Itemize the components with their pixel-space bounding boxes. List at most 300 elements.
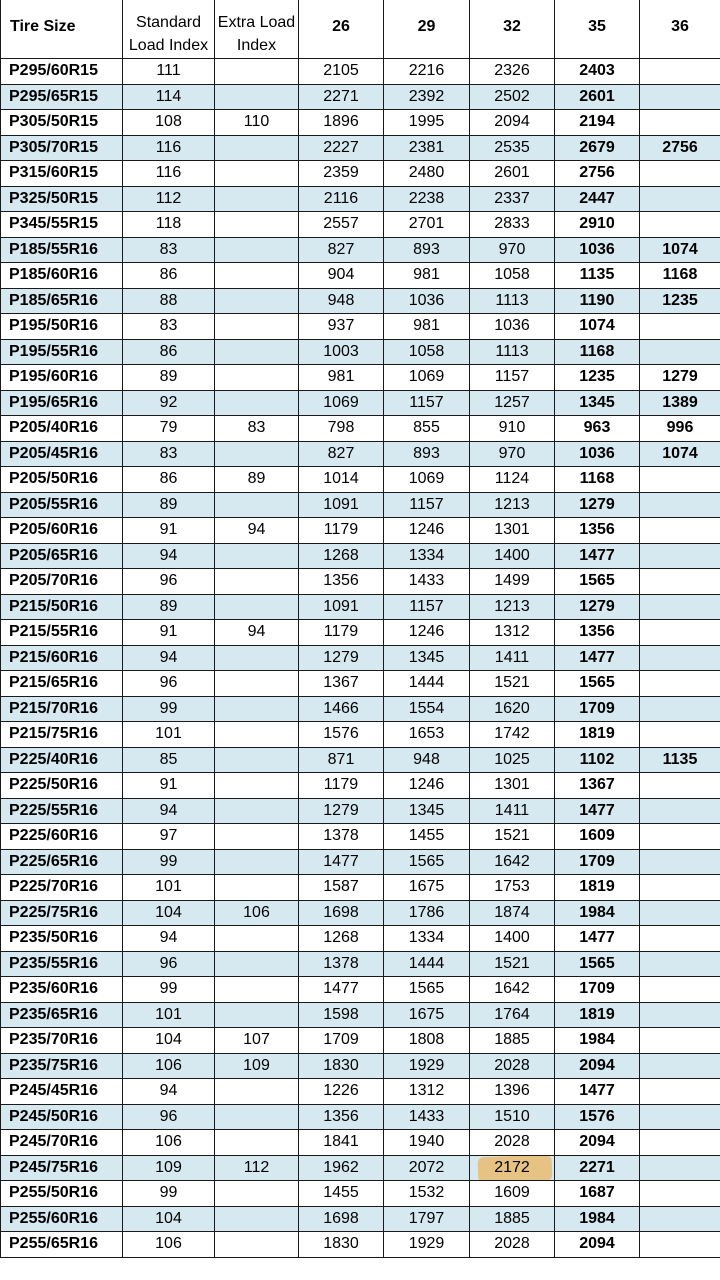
cell-psi-29: 1334 <box>384 926 470 952</box>
cell-extra-load-index: 89 <box>215 467 299 493</box>
header-row <box>1 0 720 59</box>
cell-psi-35: 1345 <box>555 390 640 416</box>
cell-psi-26: 2105 <box>299 59 384 85</box>
cell-standard-load-index: 114 <box>123 84 215 110</box>
cell-psi-35: 1235 <box>555 365 640 391</box>
cell-psi-36 <box>640 1053 720 1079</box>
cell-extra-load-index <box>215 1206 299 1232</box>
cell-extra-load-index <box>215 926 299 952</box>
header-extra-load-index: Extra Load Index <box>215 0 299 59</box>
cell-psi-36 <box>640 314 720 340</box>
cell-psi-35: 1135 <box>555 263 640 289</box>
cell-standard-load-index: 96 <box>123 951 215 977</box>
table-row <box>1 569 720 595</box>
cell-standard-load-index: 83 <box>123 237 215 263</box>
cell-psi-26: 1279 <box>299 645 384 671</box>
cell-psi-35: 1477 <box>555 798 640 824</box>
cell-psi-36 <box>640 671 720 697</box>
cell-extra-load-index: 83 <box>215 416 299 442</box>
cell-extra-load-index <box>215 237 299 263</box>
cell-psi-35: 1819 <box>555 875 640 901</box>
cell-psi-35: 2403 <box>555 59 640 85</box>
cell-psi-26: 1698 <box>299 1206 384 1232</box>
cell-psi-29: 1675 <box>384 1002 470 1028</box>
cell-psi-32: 1411 <box>470 645 555 671</box>
cell-psi-36 <box>640 110 720 136</box>
cell-psi-36 <box>640 212 720 238</box>
cell-psi-32: 1885 <box>470 1028 555 1054</box>
cell-psi-26: 1378 <box>299 951 384 977</box>
cell-extra-load-index <box>215 365 299 391</box>
table-row <box>1 365 720 391</box>
table-row <box>1 59 720 85</box>
cell-extra-load-index <box>215 1232 299 1258</box>
cell-standard-load-index: 99 <box>123 849 215 875</box>
cell-tire-size: P185/55R16 <box>1 237 123 263</box>
cell-psi-29: 1532 <box>384 1181 470 1207</box>
cell-psi-29: 1929 <box>384 1232 470 1258</box>
table-row <box>1 543 720 569</box>
cell-standard-load-index: 88 <box>123 288 215 314</box>
cell-psi-36 <box>640 645 720 671</box>
cell-psi-36 <box>640 543 720 569</box>
cell-extra-load-index <box>215 263 299 289</box>
cell-psi-26: 2359 <box>299 161 384 187</box>
cell-tire-size: P305/50R15 <box>1 110 123 136</box>
cell-tire-size: P185/65R16 <box>1 288 123 314</box>
cell-psi-35: 2271 <box>555 1155 640 1181</box>
cell-tire-size: P225/40R16 <box>1 747 123 773</box>
cell-psi-36 <box>640 84 720 110</box>
cell-psi-26: 1477 <box>299 849 384 875</box>
cell-psi-26: 2557 <box>299 212 384 238</box>
table-row <box>1 161 720 187</box>
cell-extra-load-index <box>215 875 299 901</box>
cell-tire-size: P215/65R16 <box>1 671 123 697</box>
table-row <box>1 314 720 340</box>
cell-psi-29: 948 <box>384 747 470 773</box>
cell-extra-load-index: 112 <box>215 1155 299 1181</box>
cell-psi-26: 827 <box>299 441 384 467</box>
cell-standard-load-index: 83 <box>123 314 215 340</box>
cell-extra-load-index <box>215 1002 299 1028</box>
cell-psi-26: 2227 <box>299 135 384 161</box>
cell-standard-load-index: 94 <box>123 798 215 824</box>
cell-psi-35: 2094 <box>555 1232 640 1258</box>
cell-psi-26: 1179 <box>299 518 384 544</box>
table-row <box>1 518 720 544</box>
cell-psi-36 <box>640 849 720 875</box>
cell-psi-35: 1168 <box>555 467 640 493</box>
table-row <box>1 696 720 722</box>
cell-psi-26: 1477 <box>299 977 384 1003</box>
cell-psi-29: 1433 <box>384 1104 470 1130</box>
cell-psi-26: 1587 <box>299 875 384 901</box>
table-row <box>1 594 720 620</box>
cell-psi-35: 1565 <box>555 951 640 977</box>
cell-tire-size: P245/50R16 <box>1 1104 123 1130</box>
cell-psi-29: 981 <box>384 314 470 340</box>
cell-tire-size: P235/65R16 <box>1 1002 123 1028</box>
cell-psi-32: 1400 <box>470 543 555 569</box>
cell-standard-load-index: 86 <box>123 263 215 289</box>
cell-standard-load-index: 118 <box>123 212 215 238</box>
cell-psi-35: 1609 <box>555 824 640 850</box>
cell-psi-35: 2910 <box>555 212 640 238</box>
table-row <box>1 824 720 850</box>
cell-psi-29: 1797 <box>384 1206 470 1232</box>
cell-psi-29: 1058 <box>384 339 470 365</box>
cell-extra-load-index <box>215 135 299 161</box>
header-psi-35: 35 <box>555 0 640 59</box>
cell-psi-26: 904 <box>299 263 384 289</box>
table-row <box>1 1232 720 1258</box>
cell-standard-load-index: 112 <box>123 186 215 212</box>
cell-psi-35: 1709 <box>555 696 640 722</box>
cell-psi-29: 2480 <box>384 161 470 187</box>
cell-extra-load-index <box>215 696 299 722</box>
cell-psi-36: 996 <box>640 416 720 442</box>
cell-psi-26: 1841 <box>299 1130 384 1156</box>
cell-tire-size: P225/70R16 <box>1 875 123 901</box>
cell-psi-32: 1025 <box>470 747 555 773</box>
cell-psi-32: 1764 <box>470 1002 555 1028</box>
cell-psi-29: 1069 <box>384 467 470 493</box>
cell-tire-size: P205/55R16 <box>1 492 123 518</box>
cell-psi-29: 1565 <box>384 977 470 1003</box>
cell-psi-36 <box>640 900 720 926</box>
table-row <box>1 263 720 289</box>
table-row <box>1 1079 720 1105</box>
cell-tire-size: P195/50R16 <box>1 314 123 340</box>
cell-psi-35: 2094 <box>555 1053 640 1079</box>
cell-psi-32: 2833 <box>470 212 555 238</box>
cell-psi-36 <box>640 977 720 1003</box>
cell-psi-36 <box>640 722 720 748</box>
cell-psi-29: 1455 <box>384 824 470 850</box>
cell-psi-35: 1576 <box>555 1104 640 1130</box>
cell-psi-36: 1074 <box>640 237 720 263</box>
cell-tire-size: P205/40R16 <box>1 416 123 442</box>
cell-psi-35: 1190 <box>555 288 640 314</box>
cell-extra-load-index <box>215 798 299 824</box>
cell-standard-load-index: 96 <box>123 1104 215 1130</box>
cell-standard-load-index: 94 <box>123 543 215 569</box>
cell-tire-size: P225/50R16 <box>1 773 123 799</box>
cell-tire-size: P325/50R15 <box>1 186 123 212</box>
cell-psi-32: 1213 <box>470 492 555 518</box>
cell-psi-29: 2216 <box>384 59 470 85</box>
cell-extra-load-index <box>215 594 299 620</box>
cell-tire-size: P185/60R16 <box>1 263 123 289</box>
cell-psi-36: 1389 <box>640 390 720 416</box>
cell-psi-32: 1521 <box>470 951 555 977</box>
cell-tire-size: P215/50R16 <box>1 594 123 620</box>
cell-psi-32: 1400 <box>470 926 555 952</box>
cell-psi-32: 1521 <box>470 824 555 850</box>
cell-standard-load-index: 89 <box>123 492 215 518</box>
cell-extra-load-index <box>215 314 299 340</box>
cell-psi-35: 2194 <box>555 110 640 136</box>
cell-extra-load-index <box>215 212 299 238</box>
cell-extra-load-index <box>215 1181 299 1207</box>
cell-tire-size: P295/60R15 <box>1 59 123 85</box>
cell-extra-load-index <box>215 747 299 773</box>
cell-psi-26: 937 <box>299 314 384 340</box>
cell-psi-36 <box>640 926 720 952</box>
cell-psi-32: 1874 <box>470 900 555 926</box>
cell-extra-load-index <box>215 645 299 671</box>
cell-psi-32: 2028 <box>470 1130 555 1156</box>
header-psi-29: 29 <box>384 0 470 59</box>
cell-tire-size: P215/55R16 <box>1 620 123 646</box>
cell-standard-load-index: 104 <box>123 1028 215 1054</box>
table-row <box>1 1053 720 1079</box>
cell-standard-load-index: 79 <box>123 416 215 442</box>
cell-tire-size: P195/55R16 <box>1 339 123 365</box>
cell-psi-36: 1074 <box>640 441 720 467</box>
cell-extra-load-index <box>215 161 299 187</box>
cell-standard-load-index: 94 <box>123 926 215 952</box>
cell-psi-36 <box>640 824 720 850</box>
cell-psi-32: 1620 <box>470 696 555 722</box>
cell-psi-36 <box>640 875 720 901</box>
cell-standard-load-index: 111 <box>123 59 215 85</box>
cell-psi-32: 1521 <box>470 671 555 697</box>
cell-tire-size: P235/70R16 <box>1 1028 123 1054</box>
cell-tire-size: P205/60R16 <box>1 518 123 544</box>
cell-psi-32: 970 <box>470 441 555 467</box>
cell-standard-load-index: 106 <box>123 1053 215 1079</box>
cell-psi-29: 2072 <box>384 1155 470 1181</box>
cell-extra-load-index <box>215 84 299 110</box>
cell-extra-load-index <box>215 186 299 212</box>
table-row <box>1 875 720 901</box>
header-psi-32: 32 <box>470 0 555 59</box>
cell-psi-26: 1356 <box>299 569 384 595</box>
cell-psi-26: 1091 <box>299 492 384 518</box>
cell-psi-32: 1642 <box>470 849 555 875</box>
table-row <box>1 671 720 697</box>
cell-psi-26: 1279 <box>299 798 384 824</box>
cell-psi-26: 1378 <box>299 824 384 850</box>
cell-tire-size: P225/65R16 <box>1 849 123 875</box>
cell-psi-29: 1246 <box>384 518 470 544</box>
cell-psi-35: 1036 <box>555 441 640 467</box>
header-tire-size: Tire Size <box>1 0 123 59</box>
cell-extra-load-index: 106 <box>215 900 299 926</box>
cell-psi-36 <box>640 773 720 799</box>
table-row <box>1 212 720 238</box>
cell-psi-32: 2326 <box>470 59 555 85</box>
table-row <box>1 977 720 1003</box>
table-row <box>1 620 720 646</box>
cell-psi-29: 1433 <box>384 569 470 595</box>
cell-psi-26: 1069 <box>299 390 384 416</box>
cell-psi-32: 1312 <box>470 620 555 646</box>
cell-psi-26: 1830 <box>299 1232 384 1258</box>
cell-psi-26: 1367 <box>299 671 384 697</box>
cell-psi-29: 2238 <box>384 186 470 212</box>
cell-psi-29: 1345 <box>384 645 470 671</box>
cell-tire-size: P295/65R15 <box>1 84 123 110</box>
cell-psi-29: 1675 <box>384 875 470 901</box>
cell-psi-32: 1396 <box>470 1079 555 1105</box>
cell-tire-size: P245/75R16 <box>1 1155 123 1181</box>
cell-psi-35: 1709 <box>555 849 640 875</box>
cell-tire-size: P195/60R16 <box>1 365 123 391</box>
table-row <box>1 186 720 212</box>
cell-standard-load-index: 97 <box>123 824 215 850</box>
cell-psi-35: 1565 <box>555 569 640 595</box>
cell-extra-load-index <box>215 1104 299 1130</box>
cell-psi-35: 2447 <box>555 186 640 212</box>
cell-tire-size: P195/65R16 <box>1 390 123 416</box>
cell-standard-load-index: 96 <box>123 671 215 697</box>
table-body <box>1 59 720 1258</box>
cell-psi-32: 2337 <box>470 186 555 212</box>
cell-psi-36 <box>640 1206 720 1232</box>
cell-tire-size: P255/65R16 <box>1 1232 123 1258</box>
cell-psi-32: 910 <box>470 416 555 442</box>
cell-psi-36: 1235 <box>640 288 720 314</box>
cell-tire-size: P215/70R16 <box>1 696 123 722</box>
cell-tire-size: P255/50R16 <box>1 1181 123 1207</box>
cell-extra-load-index <box>215 951 299 977</box>
cell-psi-36 <box>640 59 720 85</box>
table-row <box>1 390 720 416</box>
cell-psi-29: 1157 <box>384 390 470 416</box>
cell-standard-load-index: 86 <box>123 339 215 365</box>
table-row <box>1 237 720 263</box>
cell-psi-26: 2116 <box>299 186 384 212</box>
cell-standard-load-index: 92 <box>123 390 215 416</box>
cell-tire-size: P205/65R16 <box>1 543 123 569</box>
cell-psi-36 <box>640 339 720 365</box>
cell-psi-35: 1819 <box>555 722 640 748</box>
cell-tire-size: P315/60R15 <box>1 161 123 187</box>
cell-psi-32: 2028 <box>470 1232 555 1258</box>
cell-psi-32: 1157 <box>470 365 555 391</box>
table-row <box>1 288 720 314</box>
cell-psi-32: 2502 <box>470 84 555 110</box>
cell-psi-35: 1477 <box>555 645 640 671</box>
cell-tire-size: P245/45R16 <box>1 1079 123 1105</box>
cell-extra-load-index: 94 <box>215 620 299 646</box>
cell-psi-36 <box>640 1028 720 1054</box>
cell-tire-size: P225/75R16 <box>1 900 123 926</box>
cell-tire-size: P245/70R16 <box>1 1130 123 1156</box>
cell-psi-32: 1036 <box>470 314 555 340</box>
cell-extra-load-index: 109 <box>215 1053 299 1079</box>
table-row <box>1 722 720 748</box>
cell-tire-size: P305/70R15 <box>1 135 123 161</box>
cell-psi-29: 1653 <box>384 722 470 748</box>
cell-psi-32: 1742 <box>470 722 555 748</box>
cell-standard-load-index: 104 <box>123 1206 215 1232</box>
cell-psi-36 <box>640 1181 720 1207</box>
table-row <box>1 1155 720 1181</box>
cell-tire-size: P235/60R16 <box>1 977 123 1003</box>
cell-extra-load-index <box>215 390 299 416</box>
cell-psi-32: 1642 <box>470 977 555 1003</box>
cell-psi-26: 1014 <box>299 467 384 493</box>
cell-psi-36 <box>640 467 720 493</box>
cell-psi-29: 1929 <box>384 1053 470 1079</box>
header-psi-26: 26 <box>299 0 384 59</box>
cell-tire-size: P255/60R16 <box>1 1206 123 1232</box>
cell-tire-size: P205/45R16 <box>1 441 123 467</box>
cell-standard-load-index: 101 <box>123 875 215 901</box>
cell-psi-29: 1246 <box>384 620 470 646</box>
cell-psi-29: 855 <box>384 416 470 442</box>
cell-extra-load-index <box>215 569 299 595</box>
cell-psi-29: 1246 <box>384 773 470 799</box>
cell-psi-35: 1279 <box>555 594 640 620</box>
cell-psi-26: 981 <box>299 365 384 391</box>
cell-psi-36 <box>640 161 720 187</box>
cell-psi-26: 1356 <box>299 1104 384 1130</box>
cell-psi-32: 2028 <box>470 1053 555 1079</box>
table-row <box>1 798 720 824</box>
cell-psi-36 <box>640 1130 720 1156</box>
cell-psi-26: 1598 <box>299 1002 384 1028</box>
cell-psi-32: 1113 <box>470 339 555 365</box>
cell-extra-load-index <box>215 773 299 799</box>
cell-psi-36 <box>640 492 720 518</box>
cell-psi-26: 1896 <box>299 110 384 136</box>
cell-psi-32: 1257 <box>470 390 555 416</box>
cell-tire-size: P235/75R16 <box>1 1053 123 1079</box>
cell-psi-32: 1301 <box>470 518 555 544</box>
cell-tire-size: P215/75R16 <box>1 722 123 748</box>
cell-psi-26: 1698 <box>299 900 384 926</box>
cell-standard-load-index: 101 <box>123 1002 215 1028</box>
cell-tire-size: P205/50R16 <box>1 467 123 493</box>
cell-psi-29: 1069 <box>384 365 470 391</box>
cell-psi-29: 1786 <box>384 900 470 926</box>
cell-psi-29: 981 <box>384 263 470 289</box>
cell-psi-26: 1830 <box>299 1053 384 1079</box>
cell-psi-29: 1345 <box>384 798 470 824</box>
cell-psi-32: 1058 <box>470 263 555 289</box>
cell-psi-32 <box>470 1155 555 1181</box>
cell-psi-32: 1885 <box>470 1206 555 1232</box>
cell-psi-26: 2271 <box>299 84 384 110</box>
cell-extra-load-index <box>215 492 299 518</box>
cell-psi-26: 1268 <box>299 543 384 569</box>
table-row <box>1 84 720 110</box>
table-row <box>1 747 720 773</box>
table-row <box>1 416 720 442</box>
cell-psi-32: 1213 <box>470 594 555 620</box>
cell-psi-36: 1168 <box>640 263 720 289</box>
cell-extra-load-index <box>215 977 299 1003</box>
table-row <box>1 1104 720 1130</box>
table-row <box>1 1181 720 1207</box>
cell-extra-load-index <box>215 671 299 697</box>
cell-psi-26: 1091 <box>299 594 384 620</box>
cell-psi-35: 1074 <box>555 314 640 340</box>
cell-psi-29: 2701 <box>384 212 470 238</box>
cell-psi-26: 948 <box>299 288 384 314</box>
cell-psi-36 <box>640 518 720 544</box>
cell-standard-load-index: 89 <box>123 365 215 391</box>
cell-psi-26: 1179 <box>299 773 384 799</box>
cell-psi-36 <box>640 1232 720 1258</box>
cell-standard-load-index: 106 <box>123 1232 215 1258</box>
table-row <box>1 773 720 799</box>
